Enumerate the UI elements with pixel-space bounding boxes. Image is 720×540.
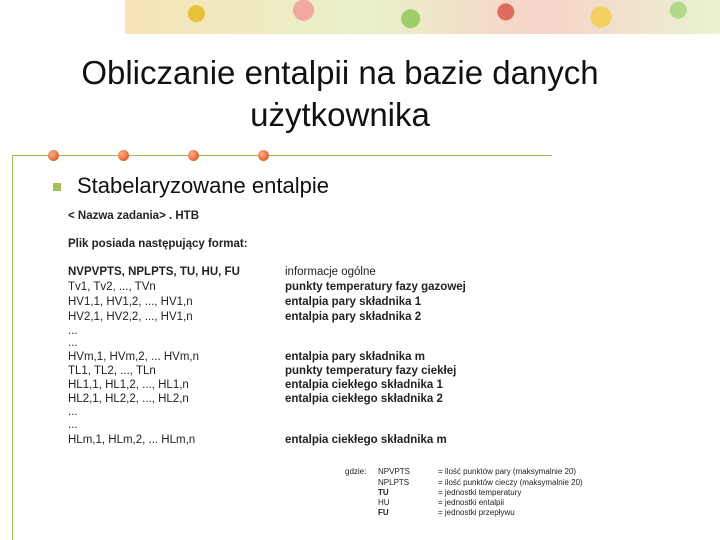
- legend-key: TU: [378, 488, 389, 497]
- rule-dot: [258, 150, 269, 161]
- bullet-marker: [53, 183, 61, 191]
- format-right: punkty temperatury fazy ciekłej: [285, 365, 457, 377]
- legend-value: = ilość punktów pary (maksymalnie 20): [438, 467, 577, 476]
- format-left: NVPVPTS, NPLPTS, TU, HU, FU: [68, 266, 240, 278]
- format-right: entalpia ciekłego składnika 1: [285, 379, 443, 391]
- slide-title: Obliczanie entalpii na bazie danych użytkownika: [81, 54, 599, 133]
- format-left: HL2,1, HL2,2, ..., HL2,n: [68, 393, 189, 405]
- rule-dot: [118, 150, 129, 161]
- bullet-text: Stabelaryzowane entalpie: [77, 173, 329, 198]
- legend-value: = ilość punktów cieczy (maksymalnie 20): [438, 478, 583, 487]
- format-left: HVm,1, HVm,2, ... HVm,n: [68, 351, 199, 363]
- format-left: ...: [68, 419, 78, 431]
- format-right: punkty temperatury fazy gazowej: [285, 281, 466, 293]
- rule-dot: [48, 150, 59, 161]
- format-left: HV2,1, HV2,2, ..., HV1,n: [68, 311, 193, 323]
- format-right: entalpia pary składnika 2: [285, 311, 422, 323]
- horizontal-rule: [12, 155, 552, 156]
- format-right: entalpia pary składnika 1: [285, 296, 422, 308]
- legend-label: gdzie:: [345, 467, 367, 476]
- vertical-rule: [12, 155, 13, 540]
- rule-dot: [188, 150, 199, 161]
- format-right: entalpia pary składnika m: [285, 351, 425, 363]
- format-left: HV1,1, HV1,2, ..., HV1,n: [68, 296, 193, 308]
- legend-value: = jednostki temperatury: [438, 488, 522, 497]
- legend-key: FU: [378, 508, 389, 517]
- format-left: HL1,1, HL1,2, ..., HL1,n: [68, 379, 189, 391]
- format-right: entalpia ciekłego składnika 2: [285, 393, 443, 405]
- legend-value: = jednostki przepływu: [438, 508, 515, 517]
- legend-value: = jednostki entalpii: [438, 498, 505, 507]
- format-right: informacje ogólne: [285, 266, 376, 278]
- format-left: ...: [68, 325, 78, 337]
- format-left: TL1, TL2, ..., TLn: [68, 365, 156, 377]
- legend-key: NPVPTS: [378, 467, 411, 476]
- format-left: Tv1, Tv2, ..., TVn: [68, 281, 156, 293]
- legend-key: NPLPTS: [378, 478, 410, 487]
- format-left: ...: [68, 337, 78, 349]
- decorative-banner: [125, 0, 720, 34]
- file-intro: Plik posiada następujący format:: [68, 238, 248, 250]
- format-left: ...: [68, 406, 78, 418]
- format-left: HLm,1, HLm,2, ... HLm,n: [68, 434, 196, 446]
- legend-key: HU: [378, 498, 390, 507]
- file-header: < Nazwa zadania> . HTB: [68, 210, 200, 222]
- format-right: entalpia ciekłego składnika m: [285, 434, 447, 446]
